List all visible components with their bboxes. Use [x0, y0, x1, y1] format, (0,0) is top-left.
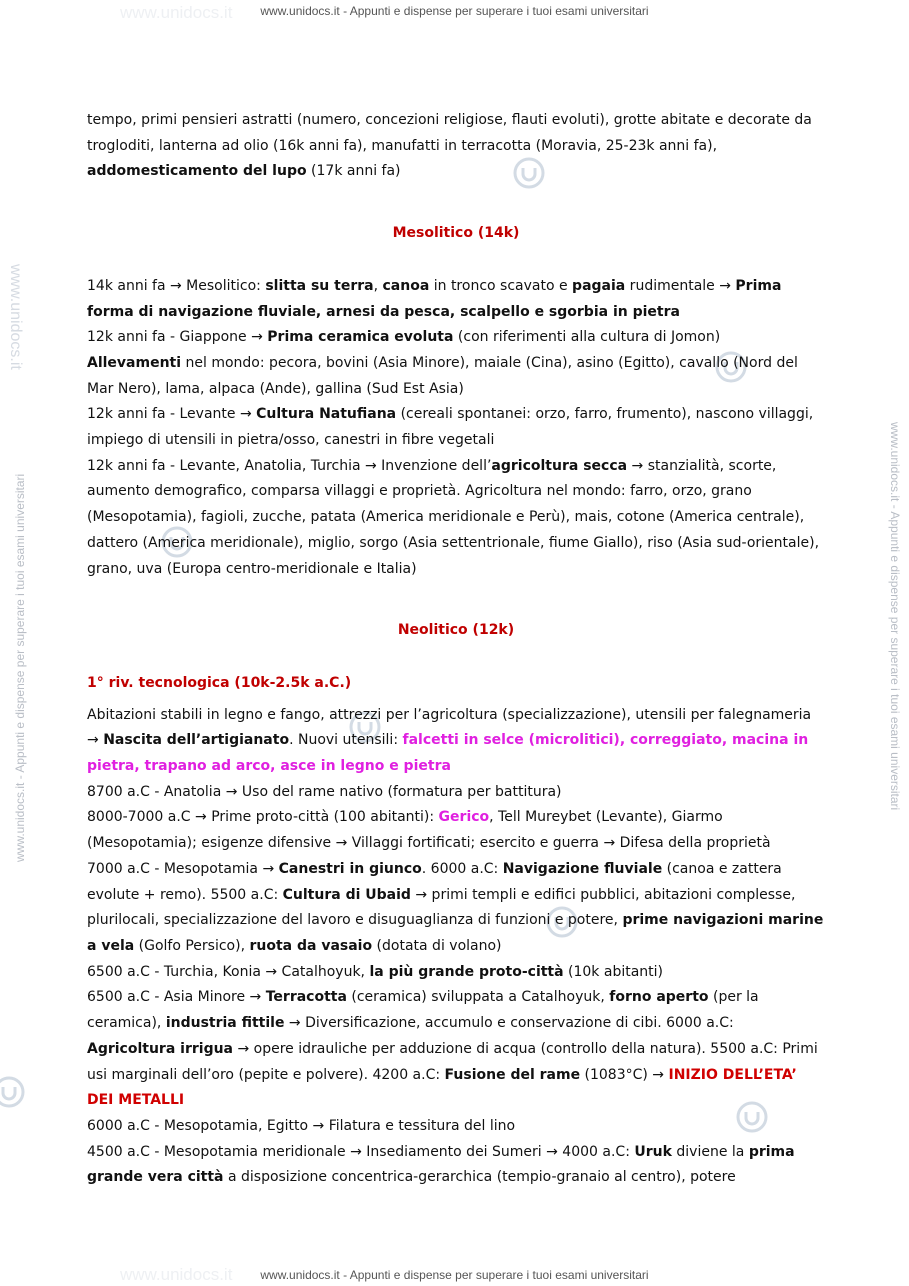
bold-run: Nascita dell’artigianato [103, 732, 290, 749]
mesolitico-paragraph-1 [87, 274, 825, 325]
text-run: nel mondo: pecora, bovini (Asia Minore), maiale (Cina), asino (Egitto), cavallo (Nord del Mar Nero), lama, alpaca (Ande), gallina (Sud Est Asia) [87, 354, 798, 397]
text-run: (dotata di volano) [372, 937, 502, 954]
text-run: 6000 a.C - Mesopotamia, Egitto → Filatura e tessitura del lino [87, 1117, 516, 1134]
mesolitico-paragraph-5 [87, 454, 825, 583]
section-subtitle-neolitico: 1° riv. tecnologica (10k-2.5k a.C.) [87, 674, 352, 691]
watermark-banner-top: www.unidocs.it - Appunti e dispense per superare i tuoi esami universitari [260, 4, 649, 18]
text-run: , [373, 277, 383, 294]
bold-run: prime navigazioni marine a vela [87, 912, 824, 954]
mesolitico-paragraph-3 [87, 351, 825, 402]
bold-run: pagaia [572, 277, 626, 294]
text-run: (per la ceramica), [87, 989, 759, 1032]
text-run: (ceramica) sviluppata a Catalhoyuk, [346, 989, 610, 1006]
bold-run: Fusione del rame [444, 1066, 581, 1083]
watermark-side-right: www.unidocs.it - Appunti e dispense per superare i tuoi esami universitari [888, 422, 902, 811]
text-run: diviene la [671, 1143, 749, 1160]
text-run: (Golfo Persico), [134, 937, 250, 954]
bold-run: Prima ceramica evoluta [267, 329, 454, 346]
text-run: rudimentale → [625, 277, 736, 294]
mesolitico-paragraph-4 [87, 402, 825, 453]
text-run: (1083°C) → [580, 1066, 669, 1083]
text-run: 12k anni fa - Levante → [87, 406, 257, 423]
text-run: , Tell Mureybet (Levante), Giarmo (Mesopotamia); esigenze difensive → Villaggi fortificati; esercito e guerra → Difesa della proprietà [87, 809, 771, 852]
text-run: (cereali spontanei: orzo, farro, frumento), nascono villaggi, impiego di utensili in pietra/osso, canestri in fibre vegetali [87, 406, 814, 449]
text-run: 12k anni fa - Giappone → [87, 329, 268, 346]
bold-run: Cultura di Ubaid [282, 886, 411, 903]
bold-run: Prima forma di navigazione fluviale, arnesi da pesca, scalpello e sgorbia in pietra [87, 277, 782, 320]
alert-run: INIZIO DELL’ETA’ DEI METALLI [87, 1066, 797, 1109]
bold-run: Navigazione fluviale [502, 860, 663, 877]
text-run: 6500 a.C - Asia Minore → [87, 989, 266, 1006]
highlight-run: falcetti in selce (microlitici), correggiato, macina in pietra, trapano ad arco, asce in legno e pietra [87, 732, 809, 775]
unidocs-logo-icon [0, 1075, 26, 1109]
section-title-neolitico: Neolitico (12k) [397, 622, 515, 639]
text-run: (10k abitanti) [563, 963, 663, 980]
bold-run: Terracotta [265, 989, 347, 1006]
mesolitico-paragraph-2 [87, 325, 825, 351]
neolitico-paragraph-1 [87, 703, 825, 780]
text-run: → opere idrauliche per adduzione di acqua (controllo della natura). 5500 a.C: Primi usi marginali dell’oro (pepite e polvere). 4200 a.C: [87, 1040, 818, 1083]
text-run: . 6000 a.C: [421, 860, 503, 877]
watermark-site-left: www.unidocs.it [7, 264, 24, 370]
text-run: → Diversificazione, accumulo e conservazione di cibi. 6000 a.C: [284, 1015, 734, 1032]
text-run: tempo, primi pensieri astratti (numero, concezioni religiose, flauti evoluti), grotte abitate e decorate da trogloditi, lanterna ad olio (16k anni fa), manufatti in terracotta (Moravia, 25-23k anni fa), [87, 112, 812, 154]
document-body [87, 108, 825, 1191]
text-run: 4500 a.C - Mesopotamia meridionale → Insediamento dei Sumeri → 4000 a.C: [87, 1143, 635, 1160]
neolitico-paragraph-3 [87, 805, 825, 856]
text-run: (17k anni fa) [306, 163, 401, 180]
bold-run: Uruk [634, 1143, 672, 1160]
neolitico-paragraph-7 [87, 1114, 825, 1140]
neolitico-paragraph-2 [87, 780, 825, 806]
bold-run: canoa [382, 277, 430, 294]
bold-run: slitta su terra [265, 277, 374, 294]
bold-run: Agricoltura irrigua [87, 1040, 234, 1057]
text-run: (con riferimenti alla cultura di Jomon) [453, 329, 721, 346]
text-run: Abitazioni stabili in legno e fango, attrezzi per l’agricoltura (specializzazione), utensili per falegnameria → [87, 706, 812, 749]
bold-run: agricoltura secca [491, 457, 628, 474]
bold-run: industria fittile [165, 1015, 285, 1032]
text-run: a disposizione concentrica-gerarchica (tempio-granaio al centro), potere [223, 1169, 736, 1186]
bold-run: prima grande vera città [87, 1143, 795, 1186]
text-run: 6500 a.C - Turchia, Konia → Catalhoyuk, [87, 963, 370, 980]
bold-run: Allevamenti [87, 354, 182, 371]
neolitico-paragraph-4 [87, 857, 825, 960]
intro-paragraph [87, 108, 825, 185]
section-title-mesolitico: Mesolitico (14k) [392, 225, 520, 242]
text-run: 14k anni fa → Mesolitico: [87, 277, 266, 294]
text-run: . Nuovi utensili: [289, 732, 403, 749]
bold-run: Cultura Natufiana [256, 406, 397, 423]
highlight-run: Gerico [438, 809, 490, 826]
watermark-ghost-top: www.unidocs.it [120, 3, 233, 22]
text-run: 7000 a.C - Mesopotamia → [87, 860, 279, 877]
text-run: 8000-7000 a.C → Prime proto-città (100 abitanti): [87, 809, 439, 826]
neolitico-paragraph-6 [87, 985, 825, 1114]
text-run: → primi templi e edifici pubblici, abitazioni complesse, plurilocali, specializzazione del lavoro e disuguaglianza di funzioni e potere, [87, 886, 796, 929]
bold-run: Canestri in giunco [278, 860, 422, 877]
neolitico-paragraph-5 [87, 960, 825, 986]
watermark-ghost-bottom: www.unidocs.it [120, 1265, 233, 1284]
text-run: → stanzialità, scorte, aumento demografico, comparsa villaggi e proprietà. Agricoltura nel mondo: farro, orzo, grano (Mesopotamia), fagioli, zucche, patata (America meridionale e Perù), mais, cotone (America centrale), dattero (America meridionale), miglio, sorgo (Asia settentrionale, fiume Giallo), riso (Asia sud-orientale), grano, uva (Europa centro-meridionale e Italia) [87, 457, 820, 577]
bold-run: la più grande proto-città [369, 963, 564, 980]
watermark-side-left: www.unidocs.it - Appunti e dispense per superare i tuoi esami universitari [13, 473, 27, 862]
bold-run: forno aperto [609, 989, 709, 1006]
neolitico-paragraph-8 [87, 1140, 825, 1191]
text-run: (canoa e zattera evolute + remo). 5500 a.C: [87, 860, 782, 903]
watermark-banner-bottom: www.unidocs.it - Appunti e dispense per superare i tuoi esami universitari [260, 1268, 649, 1282]
text-run: in tronco scavato e [429, 277, 573, 294]
bold-run: ruota da vasaio [249, 937, 373, 954]
text-run: 12k anni fa - Levante, Anatolia, Turchia → Invenzione dell’ [87, 457, 492, 474]
text-run: 8700 a.C - Anatolia → Uso del rame nativo (formatura per battitura) [87, 783, 562, 800]
bold-run: addomesticamento del lupo [87, 163, 307, 180]
